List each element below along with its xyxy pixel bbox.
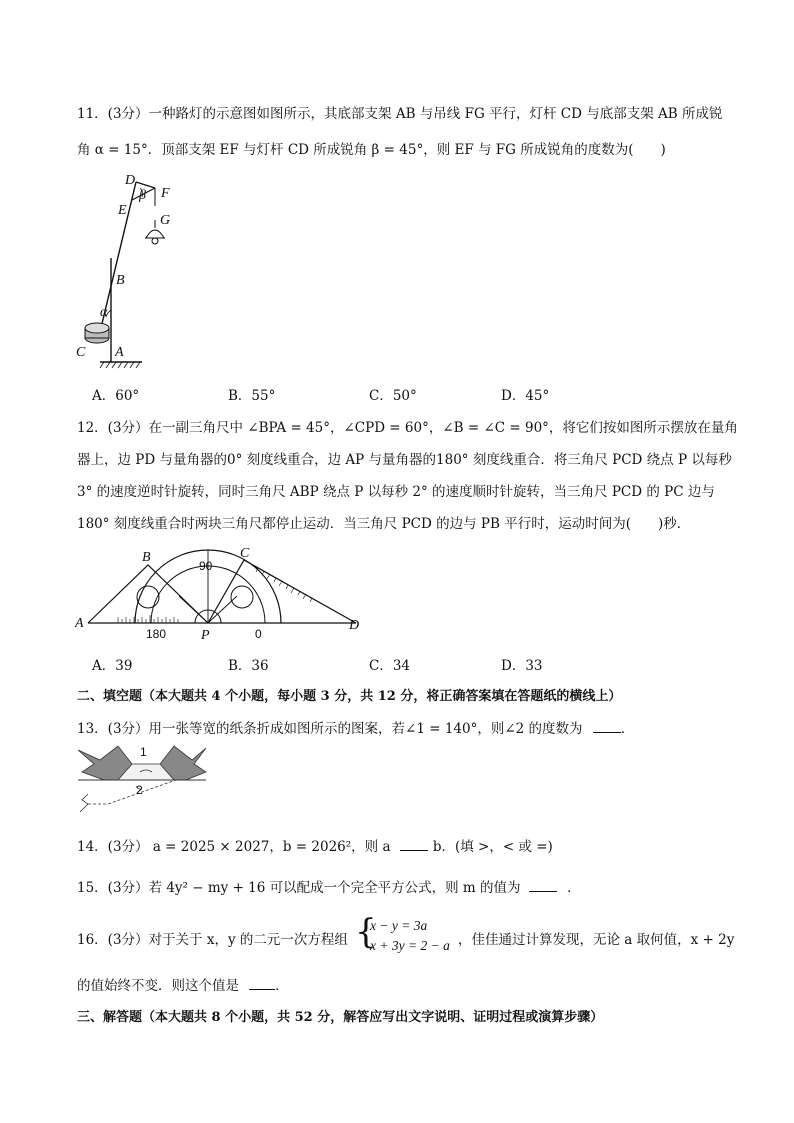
q12-line-3: 3° 的速度逆时针旋转，同时三角尺 ABP 绕点 P 以每秒 2° 的速度顺时针旋转，当三角尺 PCD 的 PC 边与 (77, 484, 715, 500)
q16-equation-1: x − y = 3a (370, 918, 428, 933)
q11-option-c: C．50° (369, 388, 417, 404)
q12-line-2: 器上，边 PD 与量角器的0° 刻度线重合，边 AP 与量角器的180° 刻度线重合．将三角尺 PCD 绕点 P 以每秒 (77, 452, 732, 468)
q12-label-D: D (349, 618, 360, 633)
q12-label-0: 0 (255, 627, 262, 641)
q12-label-P: P (201, 628, 210, 643)
q13-angle-2: 2 (136, 783, 143, 797)
q11-label-alpha: α (100, 305, 108, 320)
q12-option-b: B．36 (228, 658, 269, 674)
q11-line-2: 角 α = 15°．顶部支架 EF 与灯杆 CD 所成锐角 β = 45°，则 EF 与 FG 所成锐角的度数为( ) (77, 142, 666, 158)
q12-label-180: 180 (146, 627, 167, 641)
section-3-heading: 三、解答题（本大题共 8 个小题，共 52 分，解答应写出文字说明、证明过程或演算步骤） (77, 1010, 604, 1025)
q13-end: ． (620, 721, 635, 737)
q12-protractor-figure (72, 545, 372, 645)
q11-label-C: C (76, 345, 86, 360)
q13-paper-strip-figure (74, 742, 214, 822)
q15-text: 15．(3分）若 4y² − my + 16 可以配成一个完全平方公式，则 m 的值为 (77, 880, 521, 896)
q11-label-B: B (116, 273, 125, 288)
q15-end: ． (567, 880, 581, 896)
q11-label-A: A (115, 345, 124, 360)
q16-equation-2: x + 3y = 2 − a (370, 938, 450, 953)
q12-label-C: C (240, 546, 250, 561)
q11-option-b: B．55° (228, 388, 276, 404)
q14-text: 14．(3分） a = 2025 × 2027，b = 2026²，则 a (77, 839, 391, 855)
q15-answer-blank (529, 879, 557, 892)
q12-option-c: C．34 (369, 658, 411, 674)
q16-answer-blank (249, 977, 275, 990)
q13-angle-1: 1 (140, 745, 147, 759)
q16-line-2-text: 的值始终不变．则这个值是 (77, 978, 239, 994)
q11-label-G: G (160, 213, 171, 228)
q13-answer-blank (593, 720, 621, 733)
q13-text: 13．(3分）用一张等宽的纸条折成如图所示的图案，若∠1 = 140°，则∠2 的度数为 (77, 721, 583, 737)
q13-line (77, 717, 634, 737)
q11-label-F: F (161, 186, 170, 201)
q12-label-B: B (142, 550, 151, 565)
q11-label-E: E (118, 203, 127, 218)
q14-answer-blank (400, 838, 428, 851)
section-2-heading: 二、填空题（本大题共 4 个小题，每小题 3 分，共 12 分，将正确答案填在答题纸的横线上） (77, 689, 622, 704)
q16-line-2 (77, 974, 289, 994)
q12-option-a: A．39 (92, 658, 133, 674)
q12-option-d: D．33 (501, 658, 543, 674)
q11-label-beta: β (139, 188, 146, 203)
q15-line (77, 876, 581, 896)
q16-system-brace: { (355, 912, 377, 952)
q11-option-a: A．60° (92, 388, 140, 404)
q12-label-A: A (75, 616, 84, 631)
q16-text: 16．(3分）对于关于 x，y 的二元一次方程组 (77, 932, 348, 948)
q11-label-D: D (125, 173, 136, 188)
q16-after: ，佳佳通过计算发现，无论 a 取何值，x + 2y (458, 932, 735, 948)
q11-option-d: D．45° (501, 388, 550, 404)
q12-label-90: 90 (199, 559, 213, 573)
q14-line (77, 835, 553, 855)
q14-mid: b．(填 >，< 或 =) (432, 839, 553, 855)
q11-streetlight-figure (70, 170, 180, 370)
q12-line-4: 180° 刻度线重合时两块三角尺都停止运动．当三角尺 PCD 的边与 PB 平行时，运动时间为( )秒． (77, 516, 691, 532)
q16-end: ． (275, 978, 289, 994)
q11-line-1: 11．(3分）一种路灯的示意图如图所示，其底部支架 AB 与吊线 FG 平行，灯杆 CD 与底部支架 AB 所成锐 (77, 106, 723, 122)
q12-line-1: 12．(3分）在一副三角尺中 ∠BPA = 45°，∠CPD = 60°，∠B = ∠C = 90°，将它们按如图所示摆放在量角 (77, 420, 738, 436)
